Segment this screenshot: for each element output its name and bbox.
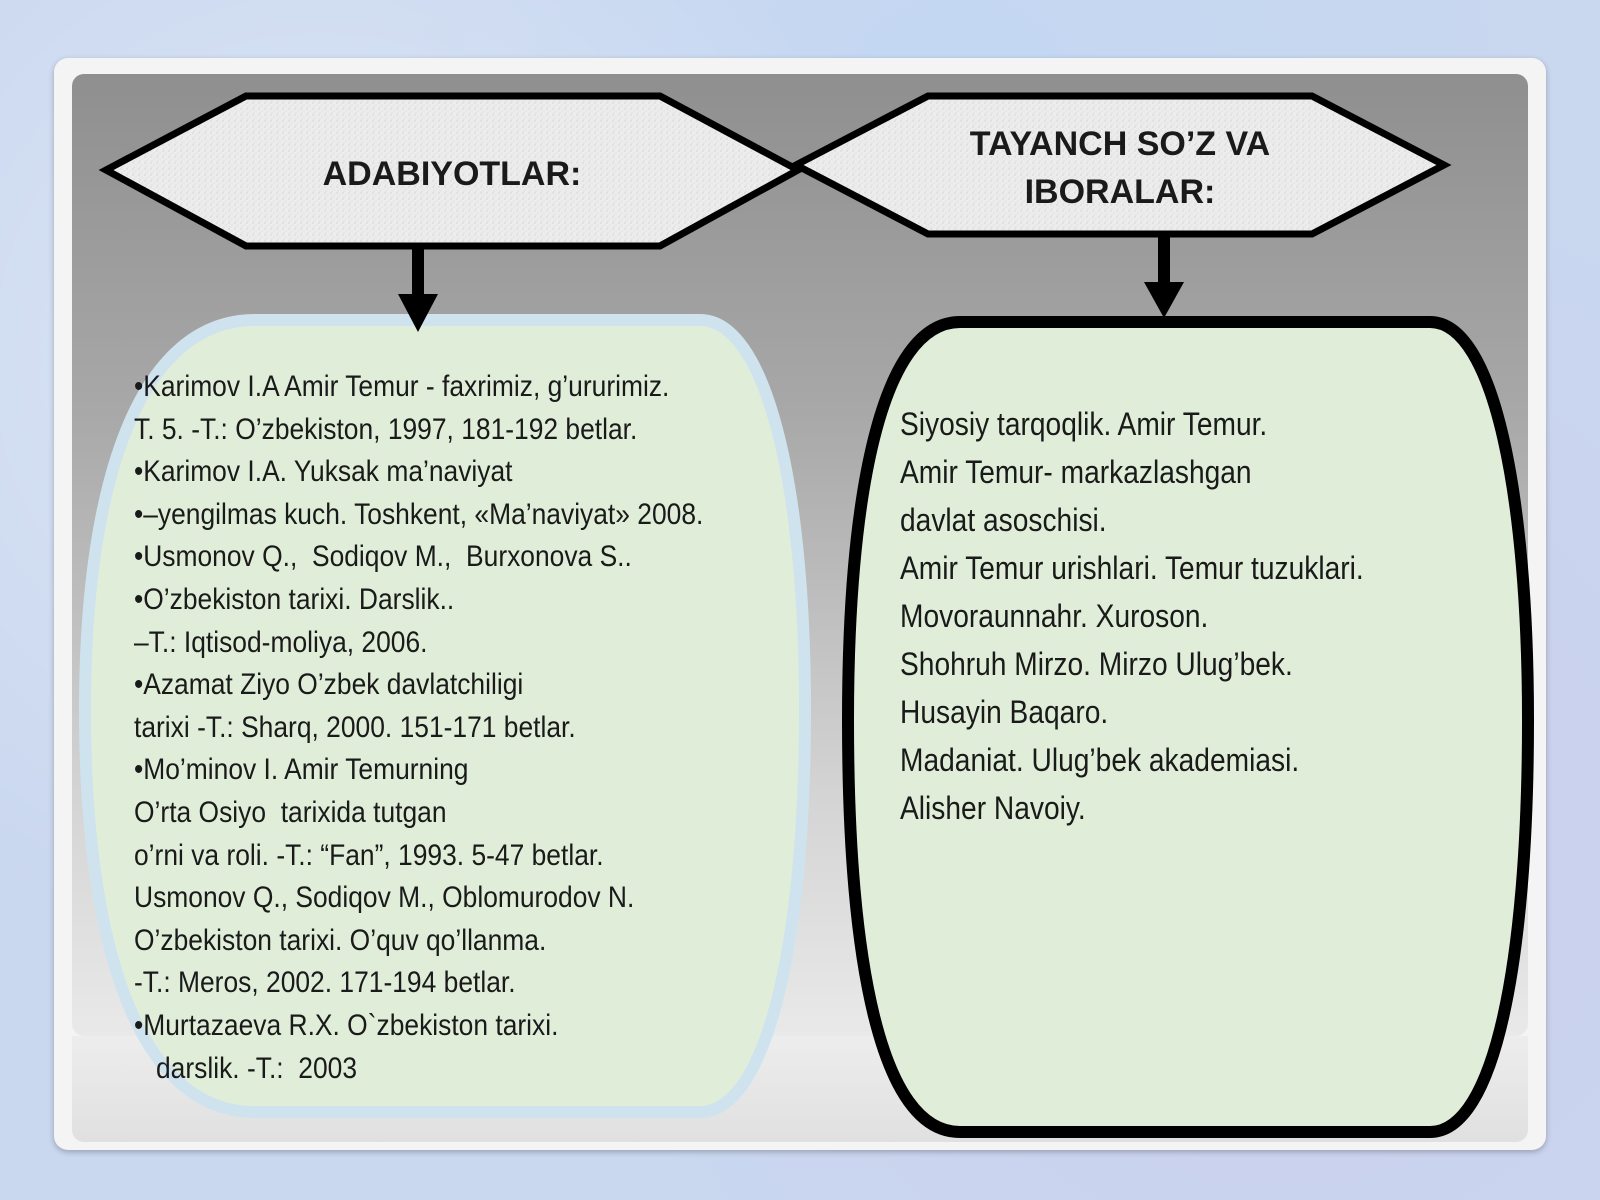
literature-title [252, 150, 652, 198]
keywords-list [900, 400, 1364, 832]
keywords-title-line-1: TAYANCH SO’Z VA [969, 125, 1271, 163]
keywords-title-line-2: IBORALAR: [1024, 173, 1216, 211]
literature-item: O’zbekiston tarixi. O’quv qo’llanma. [134, 923, 547, 957]
literature-item: darslik. -T.: 2003 [134, 1051, 358, 1085]
literature-list [134, 366, 703, 1090]
keyword-item: Madaniat. Ulug’bek akademiasi. [900, 742, 1300, 778]
literature-item: tarixi -T.: Sharq, 2000. 151-171 betlar. [134, 710, 576, 744]
literature-item: T. 5. -T.: O’zbekiston, 1997, 181-192 betlar. [134, 412, 638, 446]
literature-item: •–yengilmas kuch. Toshkent, «Ma’naviyat» 2008. [134, 497, 704, 531]
keywords-title [880, 120, 1360, 216]
literature-title-text: ADABIYOTLAR: [322, 155, 582, 193]
literature-item: •Karimov I.A Amir Temur - faxrimiz, g’ururimiz. [134, 370, 670, 403]
literature-item: •Mo’minov I. Amir Temurning [134, 753, 469, 787]
literature-item: •Karimov I.A. Yuksak ma’naviyat [134, 455, 513, 489]
keyword-item: Amir Temur urishlari. Temur tuzuklari. [900, 550, 1364, 586]
literature-item: •Murtazaeva R.X. O`zbekiston tarixi. [134, 1008, 559, 1042]
keyword-item: Shohruh Mirzo. Mirzo Ulug’bek. [900, 646, 1293, 682]
literature-item: •Usmonov Q., Sodiqov M., Burxonova S.. [134, 540, 632, 574]
keyword-item: Alisher Navoiy. [900, 790, 1086, 826]
keyword-item: Siyosiy tarqoqlik. Amir Temur. [900, 406, 1268, 442]
arrow-down-icon [1144, 236, 1184, 318]
keyword-item: Husayin Baqaro. [900, 694, 1109, 730]
literature-item: Usmonov Q., Sodiqov M., Oblomurodov N. [134, 881, 635, 915]
keyword-item: davlat asoschisi. [900, 502, 1107, 538]
literature-item: –T.: Iqtisod-moliya, 2006. [134, 625, 428, 659]
literature-item: •O’zbekiston tarixi. Darslik.. [134, 582, 455, 616]
literature-item: -T.: Meros, 2002. 171-194 betlar. [134, 966, 516, 1000]
literature-item: O’rta Osiyo tarixida tutgan [134, 795, 447, 829]
literature-item: •Azamat Ziyo O’zbek davlatchiligi [134, 668, 524, 702]
keyword-item: Movoraunnahr. Xuroson. [900, 598, 1209, 634]
keyword-item: Amir Temur- markazlashgan [900, 454, 1252, 490]
literature-item: o’rni va roli. -T.: “Fan”, 1993. 5-47 betlar. [134, 838, 604, 872]
